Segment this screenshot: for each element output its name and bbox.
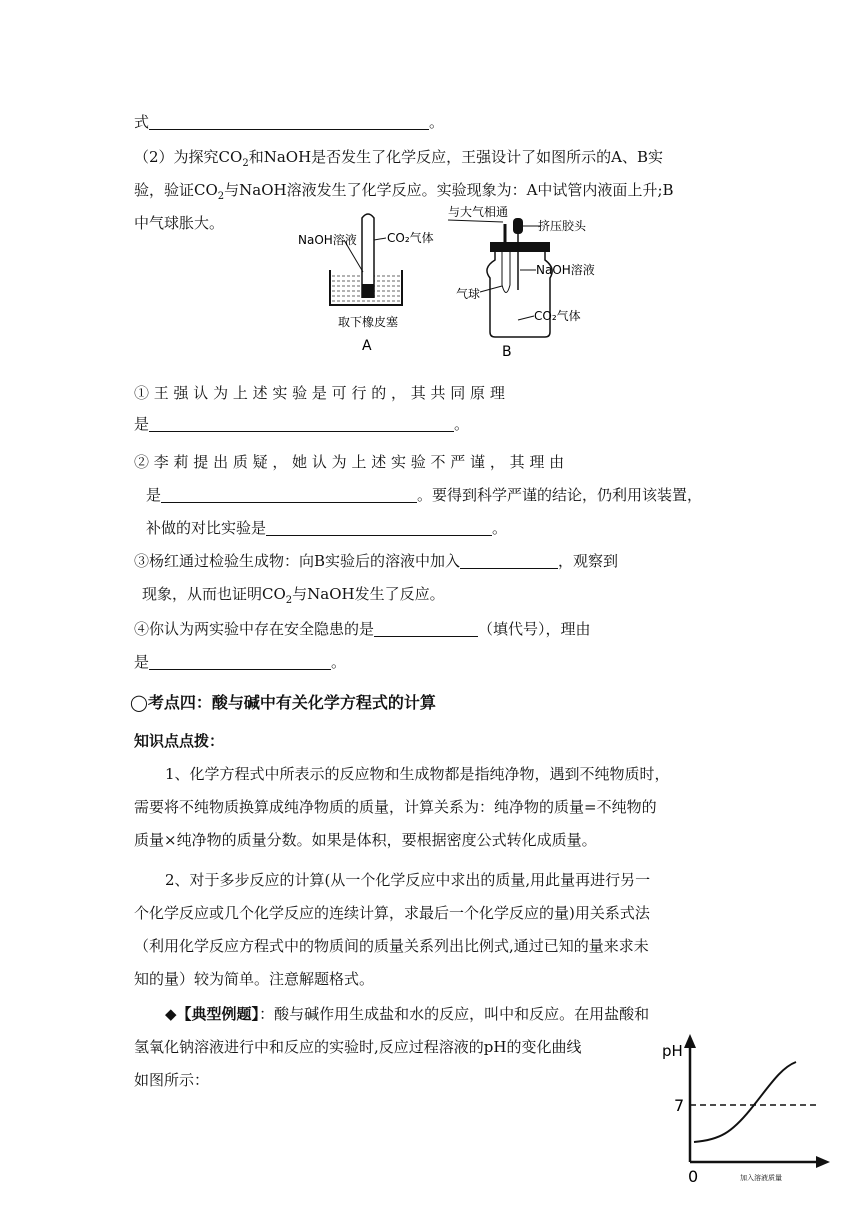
knowledge-title: 知识点点拨： (134, 732, 225, 750)
figure-a-stopper-label: 取下橡皮塞 (338, 315, 399, 329)
figure-a (298, 214, 434, 354)
answer-line-1: 式 。 (134, 113, 445, 131)
figure-b-balloon-label: 气球 (456, 287, 481, 301)
ph-graph (660, 1030, 840, 1190)
blank[interactable] (149, 653, 331, 670)
figure-b-naoh-label: NaOH溶液 (536, 263, 595, 277)
figure-b-squeeze-label: 挤压胶头 (538, 219, 587, 233)
graph-seven-label: 7 (674, 1096, 685, 1115)
question-2-line-2: 验，验证$CO_2$与NaOH溶液发生了化学反应。实验现象为：A中试管内液面上升;B (134, 181, 674, 202)
figure-a-naoh-label: NaOH溶液 (298, 233, 357, 247)
k2-line-1: 2、对于多步反应的计算(从一个化学反应中求出的质量,用此量再进行另一 (165, 871, 651, 889)
graph-origin-label: 0 (688, 1167, 699, 1186)
blank[interactable] (460, 552, 558, 569)
k2-line-3: （利用化学反应方程式中的物质间的质量关系列出比例式,通过已知的量来求未 (134, 937, 649, 955)
example-line-3: 如图所示： (134, 1071, 210, 1089)
blank[interactable] (266, 519, 492, 536)
question-1b: 是 。 (134, 415, 470, 433)
k2-line-2: 个化学反应或几个化学反应的连续计算，求最后一个化学反应的量)用关系式法 (134, 904, 650, 922)
k2-line-4: 知的量）较为简单。注意解题格式。 (134, 970, 375, 988)
figure-b (448, 204, 595, 360)
k1-line-3: 质量×纯净物的质量分数。如果是体积，要根据密度公式转化成质量。 (134, 831, 597, 849)
question-2b: 是 。要得到科学严谨的结论，仍利用该装置， (146, 486, 703, 504)
blank[interactable] (374, 620, 478, 637)
question-2c: 补做的对比实验是 。 (146, 519, 508, 537)
k1-line-2: 需要将不纯物质换算成纯净物质的质量，计算关系为：纯净物的质量=不纯物的 (134, 798, 657, 816)
experiment-figure (290, 200, 620, 365)
figure-b-label: B (502, 344, 512, 360)
question-2-line-3: 中气球胀大。 (134, 214, 225, 232)
k1-line-1: 1、化学方程式中所表示的反应物和生成物都是指纯净物，遇到不纯物质时， (165, 765, 670, 783)
question-4a: ④你认为两实验中存在安全隐患的是 （填代号），理由 (134, 620, 591, 638)
figure-b-co2-label: CO₂气体 (534, 309, 581, 323)
question-4b: 是 。 (134, 653, 347, 671)
question-3a: ③杨红通过检验生成物：向B实验后的溶液中加入 ，观察到 (134, 552, 619, 570)
question-2a: ② 李 莉 提 出 质 疑 ， 她 认 为 上 述 实 验 不 严 谨 ， 其 理 由 (134, 453, 565, 471)
example-line-1: ◆【典型例题】：酸与碱作用生成盐和水的反应，叫中和反应。在用盐酸和 (165, 1005, 650, 1023)
question-1a: ① 王 强 认 为 上 述 实 验 是 可 行 的 ， 其 共 同 原 理 (134, 384, 505, 402)
circle-icon: ◯ (130, 693, 148, 712)
graph-xlabel: 加入溶液质量 (740, 1174, 782, 1182)
blank[interactable] (161, 486, 417, 503)
figure-a-co2-label: CO₂气体 (387, 231, 434, 245)
section-heading: ◯考点四：酸与碱中有关化学方程式的计算 (130, 693, 436, 712)
example-line-2: 氢氧化钠溶液进行中和反应的实验时,反应过程溶液的pH的变化曲线 (134, 1038, 582, 1056)
figure-a-label: A (362, 338, 372, 354)
question-2-line-1: （2）为探究$CO_2$和NaOH是否发生了化学反应，王强设计了如图所示的A、B实 (134, 148, 664, 169)
blank[interactable] (149, 415, 454, 432)
figure-b-atm-label: 与大气相通 (448, 205, 509, 219)
diamond-icon: ◆ (165, 1005, 177, 1023)
blank[interactable] (149, 113, 429, 130)
graph-ylabel: pH (662, 1042, 683, 1060)
question-3b: 现象，从而也证明$CO_2$与NaOH发生了反应。 (142, 585, 445, 606)
